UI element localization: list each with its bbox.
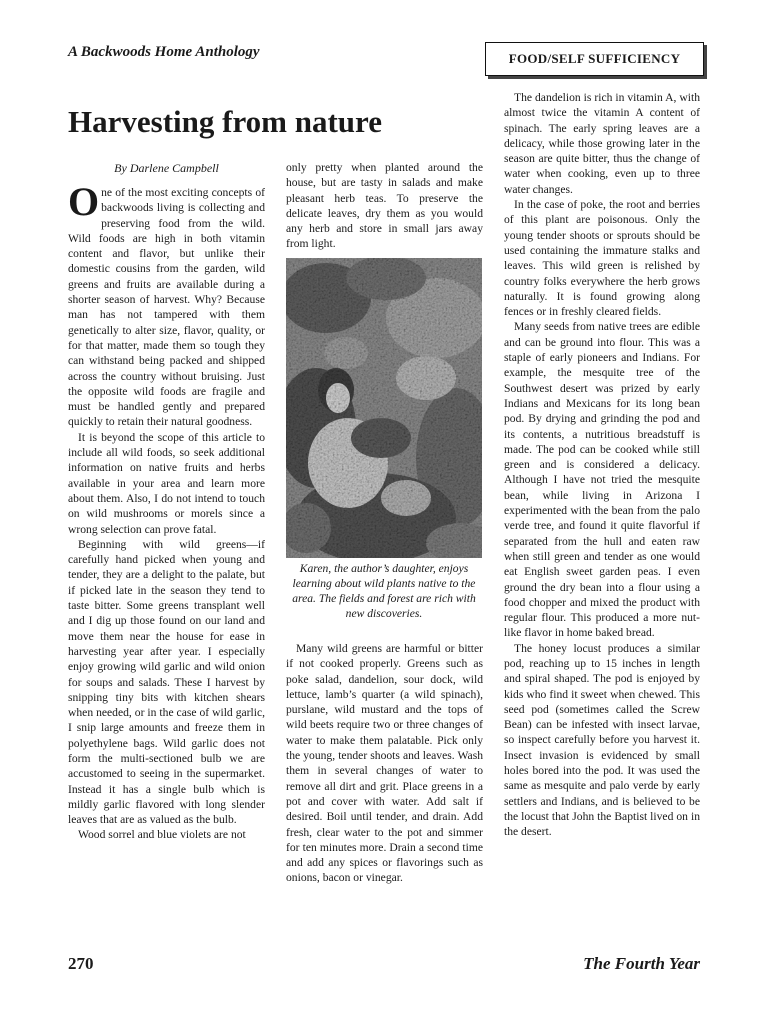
section-label: FOOD/SELF SUFFICIENCY (485, 42, 704, 76)
paragraph-text: ne of the most exciting concepts of backwoods living is collecting and preserving food from the wild. Wild foods are high in both vitamin content and flavor, but unlike their domestic cousins from the garden, wild greens and fruits are available during a shorter season of harvest. Why? Because man has not tampered with them genetically to alter size, flavor, quality, or for that matter, made them so tough they can withstand being packed and shipped across the country without bruising. Just the opposite wild foods are fragile and must be handled gently and prepared quickly to retain their natural goodness. (68, 186, 265, 429)
paragraph (68, 179, 265, 430)
paragraph: only pretty when planted around the house, but are tasty in salads and make pleasant herb teas. To preserve the delicate leaves, dry them as you would any herb and store in small jars away from light. (286, 161, 483, 251)
book-title: The Fourth Year (583, 954, 700, 973)
photo-caption: Karen, the author’s daughter, enjoys learning about wild plants native to the area. The fields and forest are rich with new discoveries. (292, 562, 476, 620)
drop-cap: O (68, 179, 100, 224)
paragraph: It is beyond the scope of this article to include all wild foods, so seek additional information on native fruits and herbs available in your area and learn more about them. Also, I do not intend to touch on wild mushrooms or morels since a wrong selection can prove fatal. (68, 430, 265, 536)
column-1 (68, 179, 265, 843)
page-number: 270 (68, 954, 94, 973)
column-3 (504, 90, 700, 840)
column-2-top (286, 160, 483, 252)
running-head: A Backwoods Home Anthology (68, 44, 260, 60)
paragraph: Many seeds from native trees are edible and can be ground into flour. This was a staple of early pioneers and Indians. For example, the mesquite tree of the Southwest desert was prized by early Indians and Mexicans for its long bean pod. By drying and grinding the pod and its contents, a nutritious breadstuff is made. The pod can be cooked while still green and is considered a delicacy. Although I have not tried the mesquite bean, while living in Arizona I experimented with the bean from the palo verde tree, and found it quite flavorful if separated from the hull and eaten raw when still green and tender as one would eat English sweet garden peas. I even ground the dry bean into a flour using a food chopper and mixed the product with regular flour. This produced a more nut-like flavor in home baked bread. (504, 320, 700, 640)
column-2-bottom (286, 641, 483, 886)
paragraph: Beginning with wild greens—if carefully hand picked when young and tender, they are a delight to the palate, but if picked late in the season they tend to taste bitter. Some greens transplant well and I dig up those found on our land and move them near the house for ease in harvesting year after year. I especially enjoy growing wild garlic and wild onion for soups and salads. These I harvest by snipping tiny bits with kitchen shears when needed, or in the case of wild garlic, I snip large amounts and freeze them in polyethylene bags. Wild garlic does not form the multi-sectioned bulb we are accustomed to seeing in the supermarket. Instead it has a single bulb which is mildly garlic flavored with long slender leaves that are as valued as the bulb. (68, 537, 265, 827)
paragraph: The honey locust produces a similar pod, reaching up to 15 inches in length and spiral shaped. The pod is enjoyed by kids who find it sweet when chewed. This seed pod (sometimes called the Screw Bean) can be infested with insect larvae, so inspect carefully before you harvest it. Insect invasion is evidenced by small holes bored into the pod. It was used the same as mesquite and palo verde by early settlers and Indians, and is believed to be the locust that John the Baptist lived on in the desert. (504, 641, 700, 839)
paragraph: Wood sorrel and blue violets are not (78, 828, 246, 842)
paragraph: Many wild greens are harmful or bitter if not cooked properly. Greens such as poke salad, dandelion, sour dock, wild lettuce, lamb’s quarter (a wild spinach), purslane, wild mustard and the tops of wild beets require two or three changes of water to make them palatable. Pick only the young, tender shoots and leaves. Wash them in several changes of water to remove all dirt and grit. Place greens in a pot and cover with water. Add salt if desired. Boil until tender, and drain. Add fresh, clear water to the pot and simmer for ten minutes more. Drain a second time and add any spices or flavorings such as onions, bacon or vinegar. (286, 642, 483, 885)
article-title: Harvesting from nature (68, 104, 382, 139)
paragraph: The dandelion is rich in vitamin A, with almost twice the vitamin A content of spinach. The early spring leaves are a delicacy, while those growing later in the season are quite bitter, thus the change of water when cooking, even up to three water changes. (504, 91, 700, 196)
byline: By Darlene Campbell (114, 161, 219, 175)
paragraph: In the case of poke, the root and berries of this plant are poisonous. Only the young tender shoots or sprouts should be used containing the immature stalks and leaves. This wild green is relished by country folks everywhere the herb grows naturally. It is found growing along fences or in freshly cleared fields. (504, 198, 700, 319)
photo-girl-among-plants (286, 258, 482, 558)
